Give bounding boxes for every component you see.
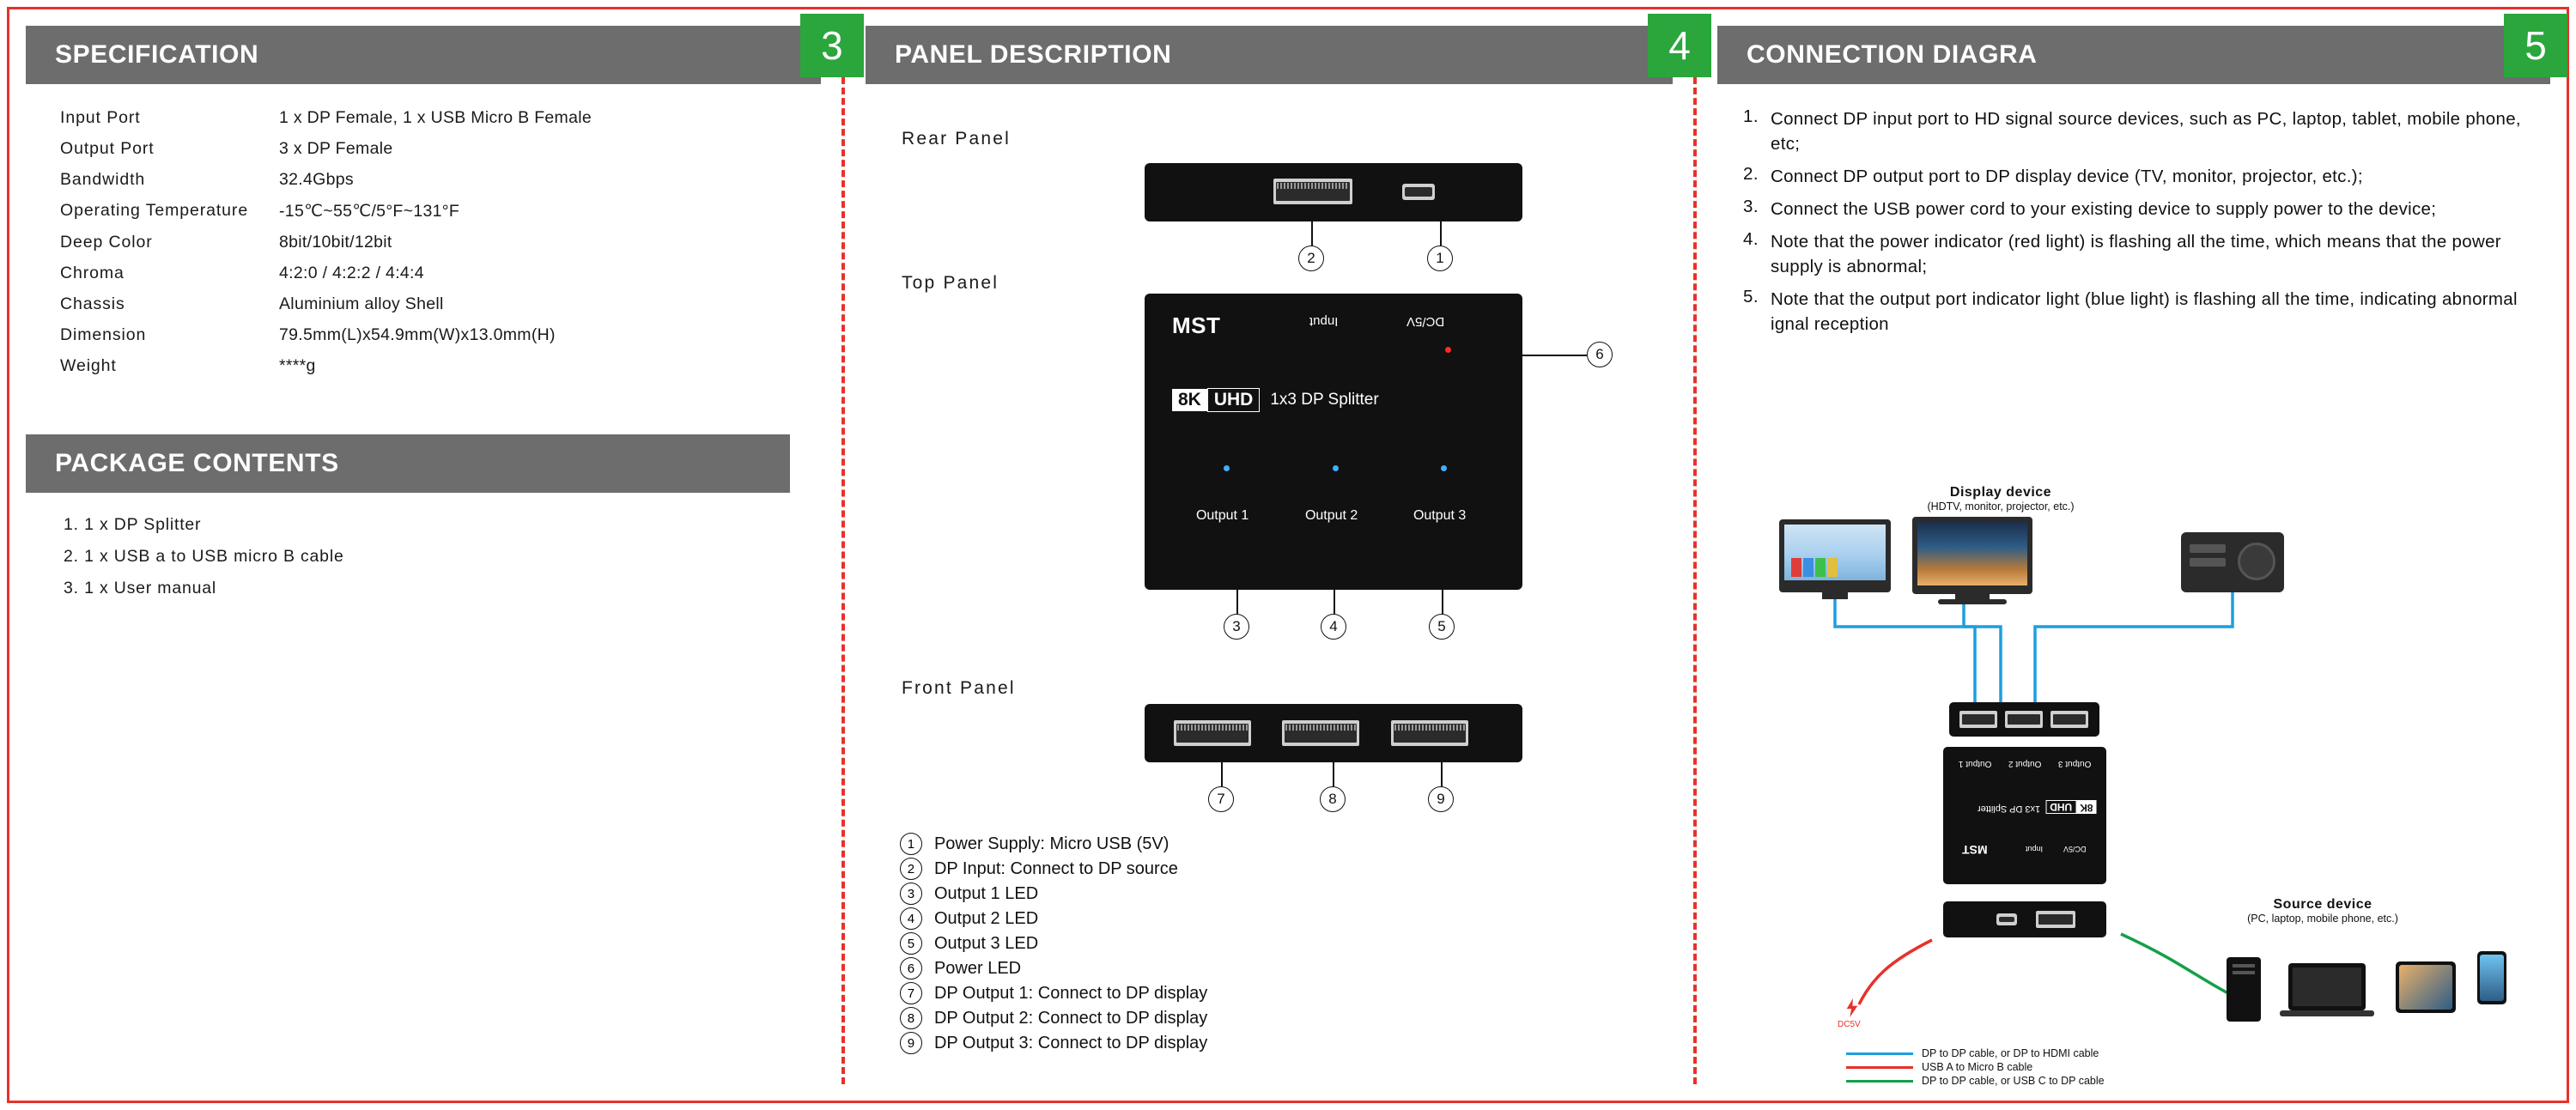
splitter-top-face [1943, 747, 2106, 884]
legend-number: 6 [900, 957, 922, 980]
list-item [900, 982, 1207, 1004]
spec-value: -15℃~55℃/5°F~131°F [279, 202, 460, 221]
legend-text: Output 1 LED [933, 884, 1039, 903]
mini-badge-8k: 8K [2076, 800, 2096, 814]
mini-output-label-1: Output 1 [1959, 759, 1992, 768]
spec-key: Operating Temperature [60, 201, 249, 220]
mini-model-badge [1978, 800, 2097, 814]
top-panel-label: Top Panel [901, 273, 999, 293]
power-label: DC/5V [1406, 314, 1445, 329]
badge-uhd: UHD [1207, 388, 1261, 412]
callout-8: 8 [1320, 786, 1346, 812]
top-panel-device [1145, 294, 1522, 590]
mini-power-label: DC/5V [2063, 845, 2087, 853]
legend-text: Power LED [933, 959, 1022, 978]
page-columns [26, 23, 2550, 1087]
front-panel-device [1145, 704, 1522, 762]
callout-6: 6 [1587, 342, 1613, 367]
callout-line [1311, 221, 1313, 246]
table-row [60, 201, 821, 221]
projector-lens [2238, 543, 2275, 580]
package-contents-title: PACKAGE CONTENTS [55, 449, 339, 477]
list-item [1846, 1047, 2105, 1059]
pc-tower-device [2227, 957, 2261, 1022]
callout-9: 9 [1428, 786, 1454, 812]
panel-description-title: PANEL DESCRIPTION [894, 40, 1172, 69]
dp-output3-port [1391, 720, 1468, 746]
legend-number: 7 [900, 982, 922, 1004]
splitter-rear-face [1943, 901, 2106, 937]
spec-value: 4:2:0 / 4:2:2 / 4:4:4 [279, 264, 424, 282]
package-contents-list [64, 515, 821, 598]
table-row [60, 108, 821, 128]
table-row [60, 294, 821, 314]
callout-5: 5 [1429, 614, 1455, 640]
step-number: 3. [1743, 197, 1759, 216]
mini-input-label: Input [2026, 845, 2044, 853]
spec-key: Chroma [60, 264, 125, 282]
dp-teeth [1394, 725, 1465, 731]
list-item [900, 1032, 1207, 1054]
rear-panel-label: Rear Panel [901, 129, 1012, 149]
port-inner [1962, 714, 1995, 725]
callout-line [1440, 221, 1442, 246]
dp-output2-port [1282, 720, 1359, 746]
tv-device-1 [1779, 519, 1891, 592]
panel-legend-list [900, 833, 1207, 1057]
mini-dp-port-3 [2050, 711, 2088, 728]
table-row [60, 233, 821, 252]
section-number-5: 5 [2504, 14, 2567, 77]
source-device-caption [2198, 897, 2447, 925]
callout-3: 3 [1224, 614, 1249, 640]
step-text: Connect DP input port to HD signal source devices, such as PC, laptop, tablet, mobile phone, etc; [1771, 109, 2521, 154]
output3-label: Output 3 [1413, 508, 1467, 523]
callout-4: 4 [1321, 614, 1346, 640]
dp-output1-port [1174, 720, 1251, 746]
dp-teeth [1285, 725, 1356, 731]
spec-value: ****g [279, 356, 316, 375]
dp-teeth [1177, 725, 1248, 731]
section-number-3: 3 [800, 14, 864, 77]
spec-key: Dimension [60, 325, 147, 344]
list-item [900, 833, 1207, 855]
legend-text: Power Supply: Micro USB (5V) [933, 834, 1170, 853]
legend-text: DP to DP cable, or DP to HDMI cable [1922, 1047, 2099, 1059]
legend-color-swatch [1846, 1066, 1913, 1069]
spec-value: Aluminium alloy Shell [279, 294, 444, 313]
source-device-title: Source device [2273, 897, 2372, 912]
rear-panel-device [1145, 163, 1522, 221]
step-number: 5. [1743, 287, 1759, 306]
specification-header [26, 23, 843, 84]
mini-micro-usb-port [1996, 913, 2017, 925]
list-item: 3. 1 x User manual [64, 579, 217, 597]
spec-value: 3 x DP Female [279, 139, 393, 158]
spec-key: Weight [60, 356, 117, 375]
list-item: 2. 1 x USB a to USB micro B cable [64, 547, 344, 566]
tablet-device [2396, 961, 2456, 1013]
list-item [900, 1007, 1207, 1029]
legend-text: DP to DP cable, or USB C to DP cable [1922, 1075, 2105, 1087]
column-divider-1 [841, 26, 845, 1084]
spec-key: Chassis [60, 294, 125, 313]
step-text: Note that the output port indicator light (blue light) is flashing all the time, indicating abnormal ignal reception [1771, 289, 2518, 334]
table-row [60, 325, 821, 345]
projector-device [2181, 532, 2284, 592]
table-row [60, 264, 821, 283]
mini-output-label-3: Output 3 [2058, 759, 2092, 768]
display-device-sub: (HDTV, monitor, projector, etc.) [1927, 500, 2075, 513]
legend-number: 8 [900, 1007, 922, 1029]
output3-led [1441, 465, 1447, 471]
list-item [900, 883, 1207, 905]
output1-led [1224, 465, 1230, 471]
legend-number: 4 [900, 907, 922, 930]
phone-device [2477, 951, 2506, 1004]
package-contents-header [26, 434, 790, 493]
step-text: Connect the USB power cord to your existing device to supply power to the device; [1771, 199, 2437, 219]
callout-line [1334, 590, 1335, 614]
legend-text: DP Input: Connect to DP source [933, 859, 1178, 878]
step-number: 2. [1743, 164, 1759, 184]
list-item: 1. 1 x DP Splitter [64, 515, 202, 534]
legend-text: Output 3 LED [933, 934, 1039, 953]
package-contents-section [26, 434, 821, 598]
list-item [900, 858, 1207, 880]
laptop-base [2280, 1010, 2374, 1016]
tv-screen-1 [1784, 525, 1886, 580]
column-connection-diagram [1717, 23, 2550, 1087]
port-inner [2053, 714, 2086, 725]
dp-input-port [1273, 179, 1352, 204]
wiring-diagram [1717, 26, 2550, 1087]
power-label-dc5v: DC5V [1838, 1020, 1861, 1029]
mini-dp-input-port [2036, 911, 2075, 928]
step-number: 1. [1743, 106, 1759, 126]
legend-color-swatch [1846, 1080, 1913, 1083]
mini-dp-port-2 [2005, 711, 2043, 728]
table-row [60, 356, 821, 376]
list-item [1846, 1061, 2105, 1073]
tv-stand-1 [1822, 592, 1848, 599]
callout-7: 7 [1208, 786, 1234, 812]
mini-mst-logo: MST [1962, 843, 1988, 857]
spec-key: Deep Color [60, 233, 153, 252]
spec-key: Bandwidth [60, 170, 146, 189]
spec-value: 79.5mm(L)x54.9mm(W)x13.0mm(H) [279, 325, 556, 344]
spec-value: 1 x DP Female, 1 x USB Micro B Female [279, 108, 592, 127]
tv-screen-2 [1917, 522, 2027, 585]
legend-number: 2 [900, 858, 922, 880]
output2-label: Output 2 [1304, 508, 1358, 523]
panel-description-header [866, 23, 1691, 84]
step-number: 4. [1743, 229, 1759, 249]
badge-model: 1x3 DP Splitter [1270, 391, 1379, 409]
dp-teeth [1277, 183, 1349, 189]
source-device-sub: (PC, laptop, mobile phone, etc.) [2247, 913, 2398, 925]
display-device-caption [1846, 485, 2155, 513]
callout-line [1441, 762, 1443, 786]
section-number-4: 4 [1648, 14, 1711, 77]
front-panel-label: Front Panel [901, 678, 1016, 698]
callout-1: 1 [1427, 246, 1453, 271]
spec-key: Input Port [60, 108, 141, 127]
legend-text: DP Output 3: Connect to DP display [933, 1034, 1208, 1052]
callout-line [1221, 762, 1223, 786]
callout-line [1236, 590, 1238, 614]
mini-output-label-2: Output 2 [2008, 759, 2042, 768]
step-text: Note that the power indicator (red light) is flashing all the time, which means that the power supply is abnormal; [1771, 232, 2501, 276]
output1-label: Output 1 [1195, 508, 1249, 523]
mini-badge-model: 1x3 DP Splitter [1978, 804, 2041, 814]
power-led-indicator [1445, 347, 1451, 353]
column-divider-2 [1693, 26, 1697, 1084]
table-row [60, 139, 821, 159]
list-item [900, 932, 1207, 955]
output2-led [1333, 465, 1339, 471]
specification-title: SPECIFICATION [55, 40, 259, 69]
input-label: Input [1309, 314, 1339, 329]
specification-table [60, 108, 821, 376]
legend-text: USB A to Micro B cable [1922, 1061, 2033, 1073]
spec-value: 8bit/10bit/12bit [279, 233, 392, 252]
column-specification [26, 23, 843, 1084]
legend-number: 9 [900, 1032, 922, 1054]
micro-usb-port [1402, 184, 1435, 200]
tv-base-2 [1938, 599, 2007, 604]
list-item [900, 957, 1207, 980]
spec-key: Output Port [60, 139, 155, 158]
callout-line [1442, 590, 1443, 614]
cable-legend [1846, 1047, 2105, 1089]
step-text: Connect DP output port to DP display device (TV, monitor, projector, etc.); [1771, 167, 2363, 186]
legend-number: 1 [900, 833, 922, 855]
list-item [1846, 1075, 2105, 1087]
legend-number: 5 [900, 932, 922, 955]
list-item [900, 907, 1207, 930]
tv-device-2 [1912, 517, 2032, 594]
port-inner [2008, 714, 2040, 725]
model-badge [1172, 388, 1379, 412]
callout-line [1333, 762, 1334, 786]
laptop-device [2288, 963, 2366, 1010]
callout-line [1522, 355, 1587, 356]
legend-color-swatch [1846, 1052, 1913, 1055]
legend-number: 3 [900, 883, 922, 905]
mini-dp-port-1 [1959, 711, 1997, 728]
badge-8k: 8K [1172, 389, 1207, 411]
connection-diagram-title: CONNECTION DIAGRA [1747, 40, 2038, 69]
legend-text: DP Output 1: Connect to DP display [933, 984, 1208, 1003]
mini-badge-uhd: UHD [2045, 800, 2076, 814]
mst-logo: MST [1171, 312, 1221, 338]
display-device-title: Display device [1949, 485, 2052, 500]
legend-text: DP Output 2: Connect to DP display [933, 1009, 1208, 1028]
table-row [60, 170, 821, 190]
legend-text: Output 2 LED [933, 909, 1039, 928]
column-panel-description [866, 23, 1691, 1084]
splitter-output-face [1949, 702, 2099, 737]
spec-value: 32.4Gbps [279, 170, 354, 189]
callout-2: 2 [1298, 246, 1324, 271]
port-inner [2038, 914, 2073, 925]
